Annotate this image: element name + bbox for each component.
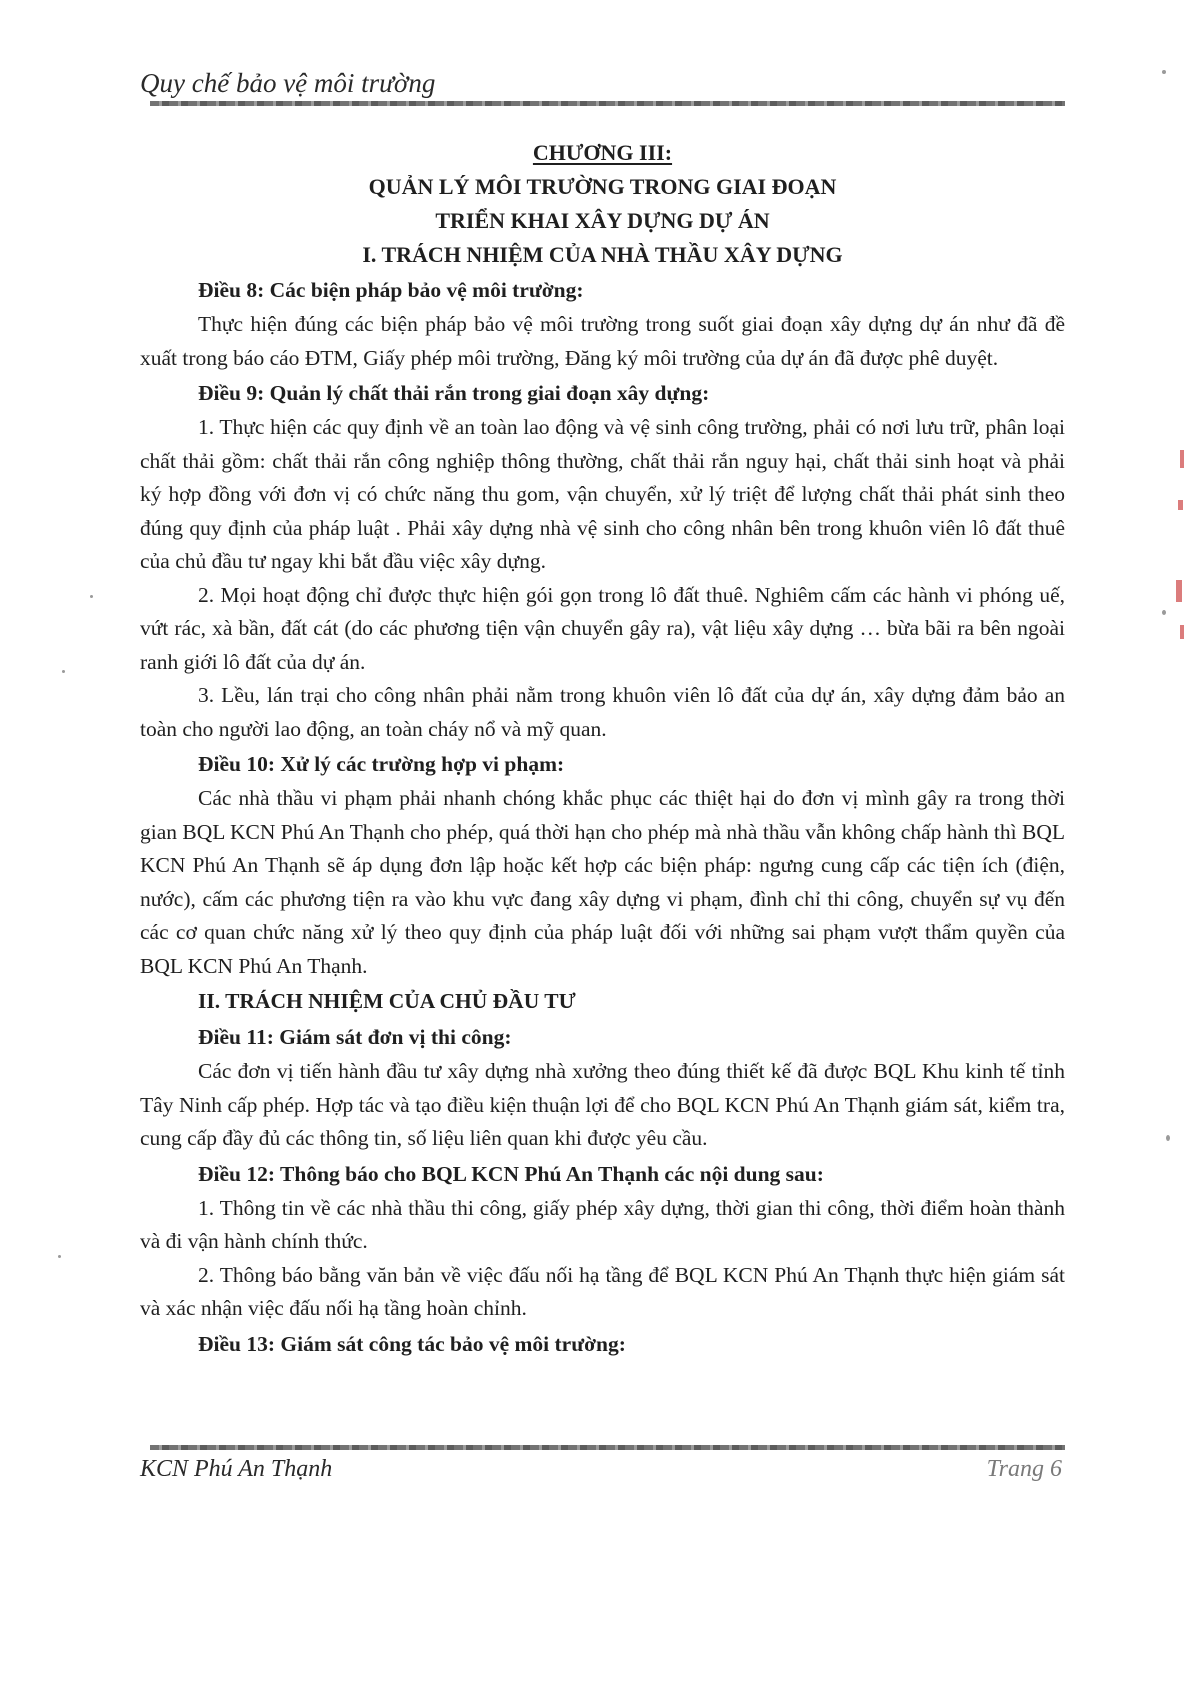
footer-park-name: KCN Phú An Thạnh [140,1456,333,1482]
article-9-item-3: 3. Lều, lán trại cho công nhân phải nằm trong khuôn viên lô đất của dự án, xây dựng đảm bảo an toàn cho người lao động, an toàn cháy nổ và mỹ quan. [140,683,1065,741]
article-13-heading: Điều 13: Giám sát công tác bảo vệ môi trường: [198,1331,626,1356]
scan-speck [62,670,65,673]
red-stamp-edge-mark [1180,625,1184,639]
article-8-paragraph: Thực hiện đúng các biện pháp bảo vệ môi trường trong suốt giai đoạn xây dựng dự án như đã đề xuất trong báo cáo ĐTM, Giấy phép môi trường, Đăng ký môi trường của dự án đã được phê duyệt. [140,312,1065,370]
scan-speck [1162,610,1166,615]
red-stamp-edge-mark [1180,450,1184,468]
article-11-heading: Điều 11: Giám sát đơn vị thi công: [198,1025,512,1049]
chapter-title [140,136,1065,170]
scan-speck [58,1255,61,1258]
footer-rule [150,1445,1065,1450]
running-header-title: Quy chế bảo vệ môi trường [140,68,436,98]
scan-speck [90,595,93,598]
article-9-item-2: 2. Mọi hoạt động chỉ được thực hiện gói gọn trong lô đất thuê. Nghiêm cấm các hành vi phóng uế, vứt rác, xà bần, đất cát (do các phương tiện vận chuyển gây ra), vật liệu xây dựng … bừa bãi ra bên ngoài ranh giới lô đất của dự án. [140,582,1065,674]
article-8-heading: Điều 8: Các biện pháp bảo vệ môi trường: [198,278,584,302]
header-rule [150,101,1065,106]
red-stamp-edge-mark [1176,580,1182,602]
scan-speck [1166,1135,1170,1141]
red-stamp-edge-mark [1178,500,1183,510]
section-heading-1: I. TRÁCH NHIỆM CỦA NHÀ THẦU XÂY DỰNG [362,242,843,267]
chapter-subtitle-line1: QUẢN LÝ MÔI TRƯỜNG TRONG GIAI ĐOẠN [368,174,837,199]
article-12-item-2: 2. Thông báo bằng văn bản về việc đấu nối hạ tầng để BQL KCN Phú An Thạnh thực hiện giám sát và xác nhận việc đấu nối hạ tầng hoàn chỉnh. [140,1262,1065,1320]
article-12-heading: Điều 12: Thông báo cho BQL KCN Phú An Thạnh các nội dung sau: [198,1161,824,1186]
chapter-subtitle-line2: TRIỂN KHAI XÂY DỰNG DỰ ÁN [435,208,770,233]
chapter-label: CHƯƠNG III: [532,140,673,165]
scan-speck [1162,70,1166,74]
article-11-paragraph: Các đơn vị tiến hành đầu tư xây dựng nhà xưởng theo đúng thiết kế đã được BQL Khu kinh tế tỉnh Tây Ninh cấp phép. Hợp tác và tạo điều kiện thuận lợi để cho BQL KCN Phú An Thạnh giám sát, kiểm tra, cung cấp đầy đủ các thông tin, số liệu liên quan khi được yêu cầu. [140,1059,1065,1150]
article-9-heading: Điều 9: Quản lý chất thải rắn trong giai đoạn xây dựng: [198,381,710,405]
section-heading-2: II. TRÁCH NHIỆM CỦA CHỦ ĐẦU TƯ [198,989,576,1013]
article-9-item-1: 1. Thực hiện các quy định về an toàn lao động và vệ sinh công trường, phải có nơi lưu trữ, phân loại chất thải gồm: chất thải rắn công nghiệp thông thường, chất thải rắn nguy hại, chất thải sinh hoạt và phải ký hợp đồng với đơn vị có chức năng thu gom, vận chuyển, xử lý triệt để lượng chất thải phát sinh theo đúng quy định của pháp luật . Phải xây dựng nhà vệ sinh cho công nhân bên trong khuôn viên lô đất thuê của chủ đầu tư ngay khi bắt đầu việc xây dựng. [140,415,1065,573]
article-12-item-1: 1. Thông tin về các nhà thầu thi công, giấy phép xây dựng, thời gian thi công, thời điểm hoàn thành và đi vận hành chính thức. [140,1195,1065,1253]
article-10-paragraph: Các nhà thầu vi phạm phải nhanh chóng khắc phục các thiệt hại do đơn vị mình gây ra trong thời gian BQL KCN Phú An Thạnh cho phép, quá thời hạn cho phép mà nhà thầu vẫn không chấp hành thì BQL KCN Phú An Thạnh sẽ áp dụng đơn lập hoặc kết hợp các biện pháp: ngưng cung cấp các tiện ích (điện, nước), cấm các phương tiện ra vào khu vực đang xây dựng vi phạm, đình chỉ thi công, chuyển sự vụ đến các cơ quan chức năng xử lý theo quy định của pháp luật đối với những sai phạm vượt thẩm quyền của BQL KCN Phú An Thạnh. [140,786,1065,978]
footer-page-number: Trang 6 [986,1456,1062,1482]
page-body [140,136,1065,1362]
article-10-heading: Điều 10: Xử lý các trường hợp vi phạm: [198,752,565,776]
